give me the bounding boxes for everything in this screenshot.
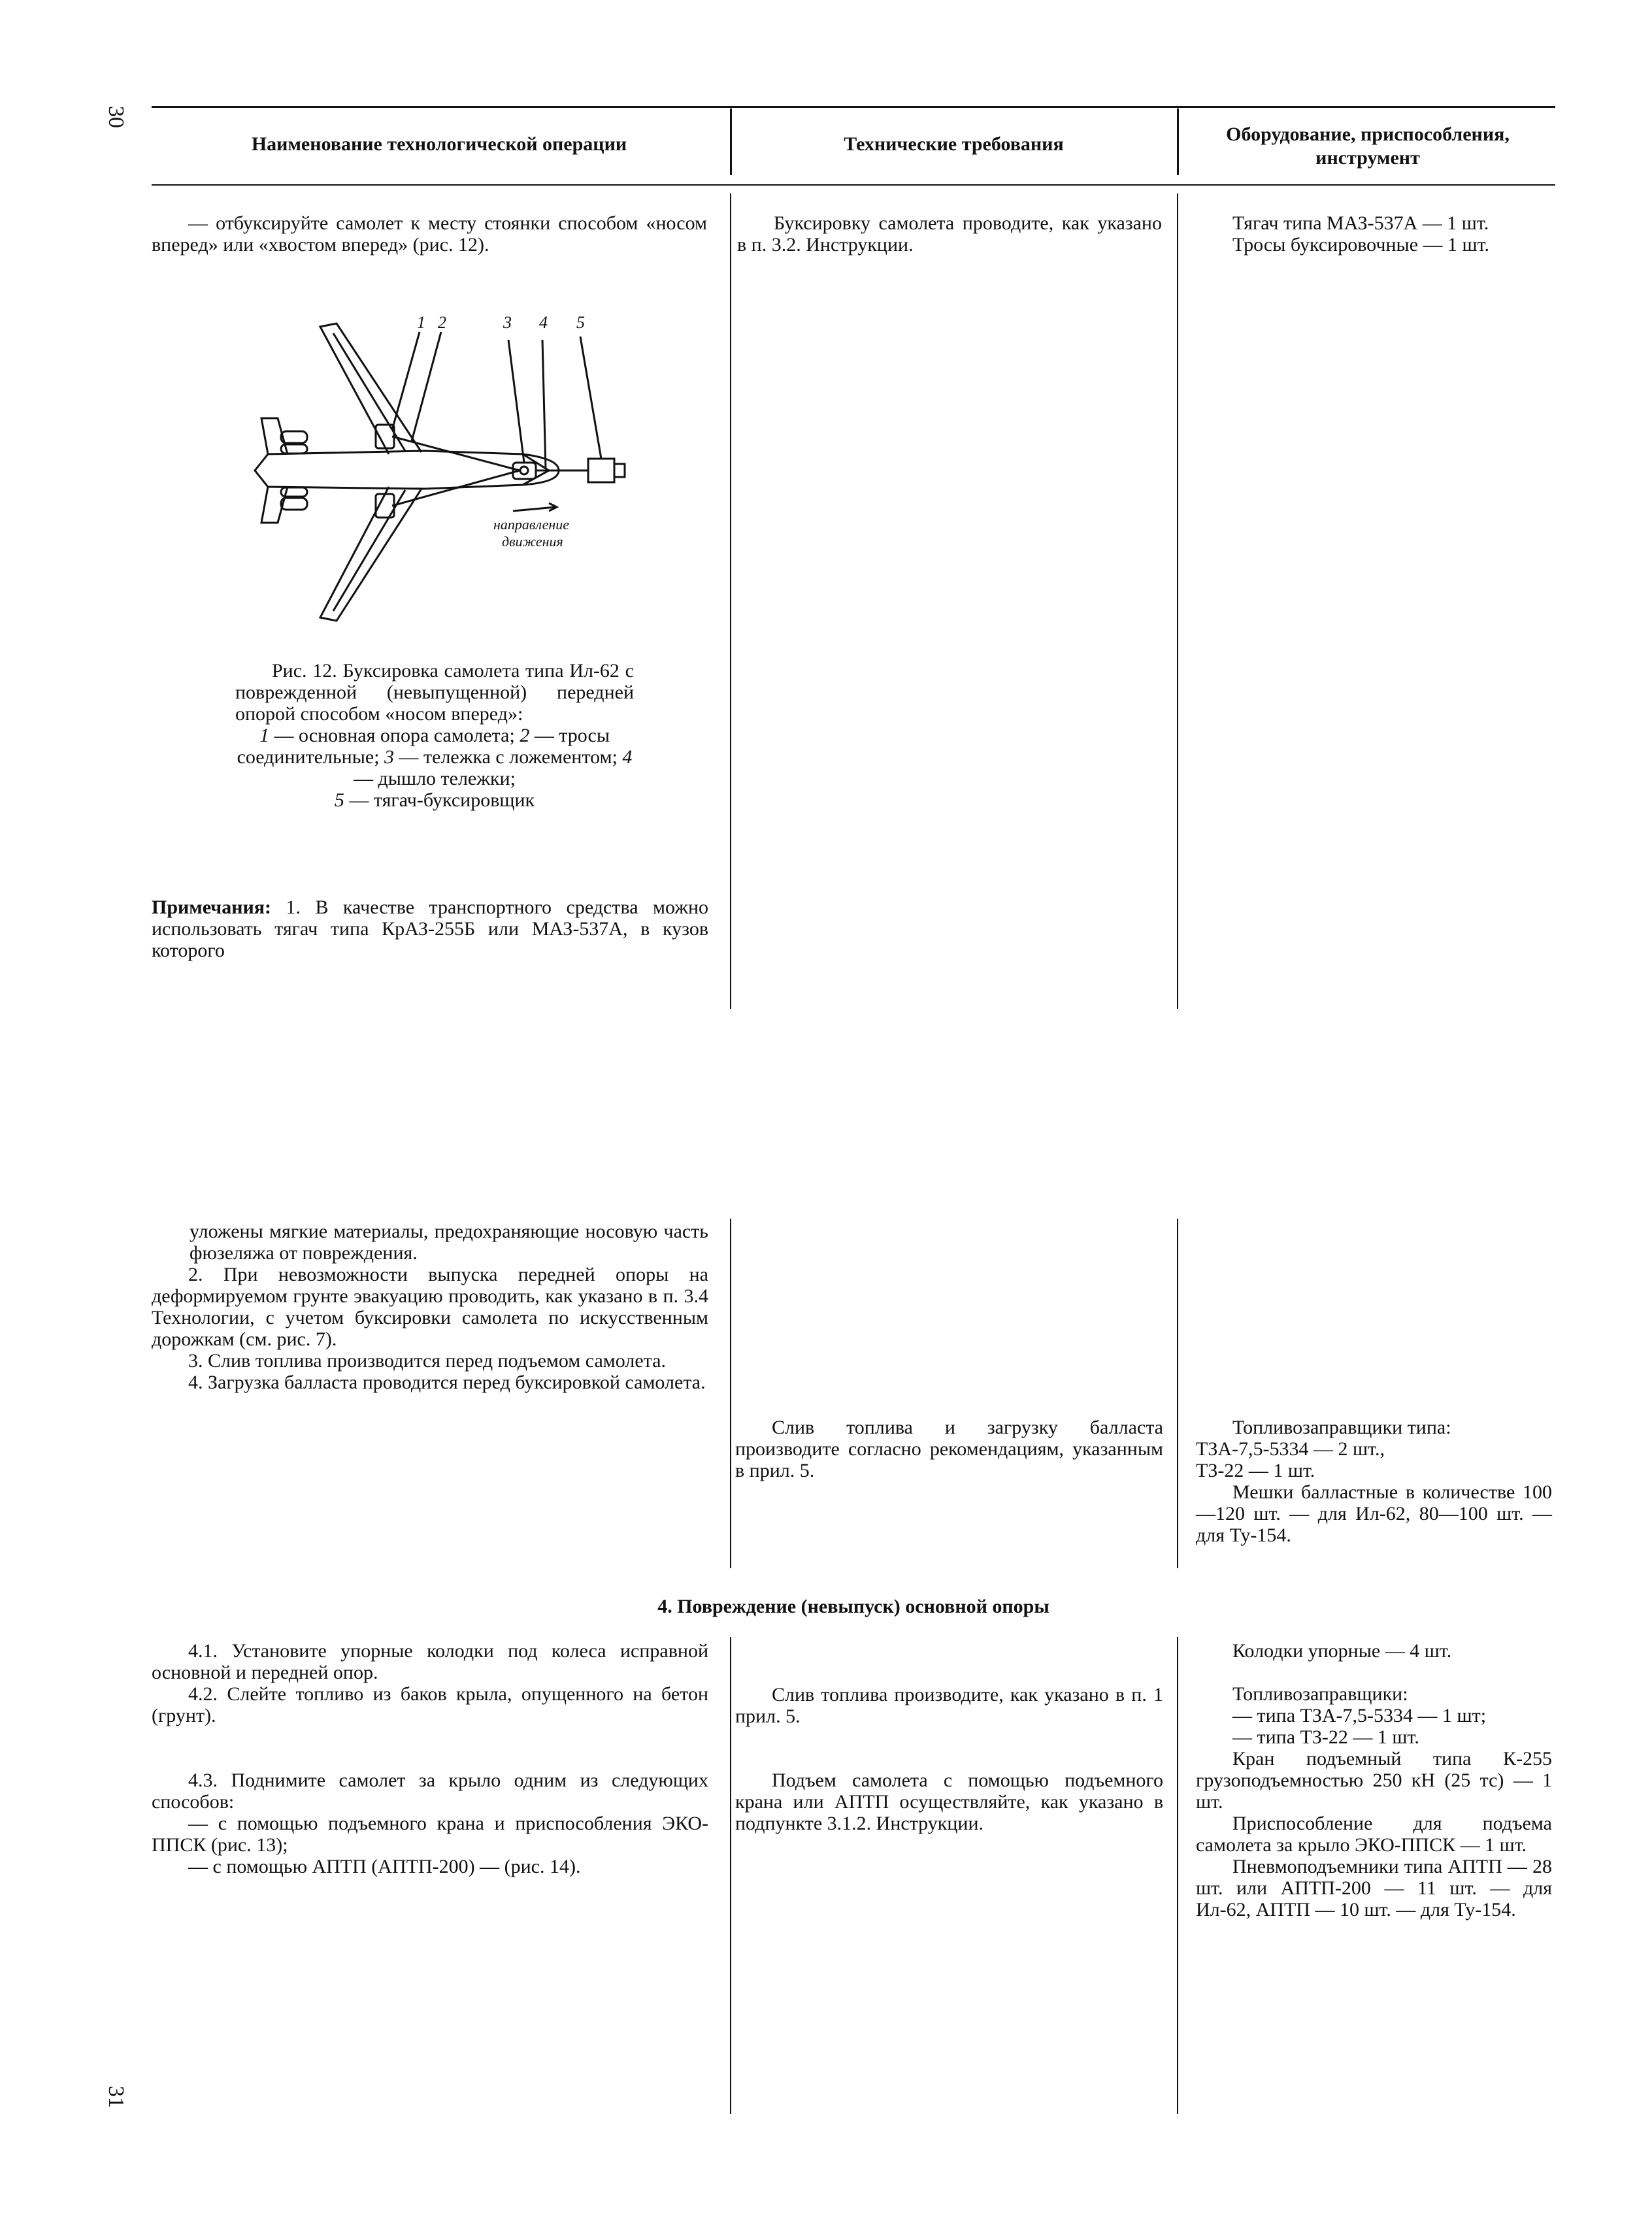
fuselage-shape (255, 451, 549, 489)
legend-1-text: — основная опора самолета; (274, 725, 515, 746)
block2-equip-line3: ТЗ-22 — 1 шт. (1196, 1460, 1315, 1481)
equip-fuel-truck-tz: — типа ТЗ-22 — 1 шт. (1232, 1726, 1419, 1748)
equip-pneumatic-lifts: Пневмоподъемники типа АПТП — 28 шт. или АПТП-200 — 11 шт. — для Ил-62, АПТП — 10 шт. — для Ту-154. (1196, 1856, 1552, 1920)
notes-part2: уложены мягкие материалы, предохраняющие носовую часть фюзеляжа от повреждения. (190, 1221, 708, 1264)
legend-5-num: 5 (334, 789, 344, 811)
notes-text-1: 1. В качестве транспортного средства можно использовать тягач типа КрАЗ-255Б или МАЗ-537А, в кузов которого (152, 897, 709, 961)
header-col2: Технические требования (844, 133, 1064, 155)
col-divider-2-upper (1177, 193, 1178, 1009)
section-4-title: 4. Повреждение (невыпуск) основной опоры (657, 1596, 1049, 1617)
block2-requirement: Слив топлива и загрузку балласта производите согласно рекомендациям, указанным в прил. 5. (735, 1417, 1163, 1481)
header-divider-1 (730, 108, 732, 175)
equip-lift-device: Приспособление для подъема самолета за крыло ЭКО-ППСК — 1 шт. (1196, 1813, 1552, 1856)
op-4-1: 4.1. Установите упорные колодки под колеса исправной основной и передней опор. (152, 1640, 708, 1683)
header-col3 (1180, 123, 1555, 170)
op-4-3b: — с помощью АПТП (АПТП-200) — (рис. 14). (188, 1856, 581, 1877)
equip-crane: Кран подъемный типа К-255 грузоподъемностью 250 кН (25 тс) — 1 шт. (1196, 1748, 1552, 1813)
legend-3-text: — тележка с ложементом; (399, 746, 618, 768)
section4-equipment (1196, 1640, 1552, 1920)
op-4-3a: — с помощью подъемного крана и приспособления ЭКО-ППСК (рис. 13); (152, 1813, 708, 1856)
header-top-rule (152, 106, 1555, 108)
notes-continued (152, 1221, 708, 1393)
page-number-top: 30 (104, 106, 128, 128)
legend-2-text: — тросы соединительные; (237, 725, 610, 768)
fig-direction-label-1: направление (493, 516, 570, 533)
section4-operations (152, 1640, 708, 1877)
fig-label-1: 1 (417, 314, 425, 332)
col-divider-2-middle (1177, 1219, 1178, 1568)
header-bottom-rule (152, 184, 1555, 186)
legend-4-num: 4 (622, 746, 633, 768)
equip-fuel-truck-tza: — типа ТЗА-7,5-5334 — 1 шт; (1232, 1705, 1487, 1726)
equip-chocks: Колодки упорные — 4 шт. (1232, 1640, 1452, 1662)
notes-item4: 4. Загрузка балласта проводится перед буксировкой самолета. (188, 1372, 706, 1393)
figure-caption-text: Рис. 12. Буксировка самолета типа Ил-62 с поврежденной (невыпущенной) передней опорой способом «носом вперед»: (235, 660, 634, 725)
legend-3-num: 3 (384, 746, 395, 768)
figure-12-drawing (242, 314, 634, 640)
fig-label-5: 5 (576, 314, 585, 332)
figure-legend (235, 725, 634, 811)
page-number-bottom: 31 (104, 2086, 128, 2108)
block1-requirement: Буксировку самолета проводите, как указано в п. 3.2. Инструкции. (737, 212, 1162, 255)
col-divider-1-middle (730, 1219, 731, 1568)
figure-12-caption (235, 660, 634, 811)
notes-title: Примечания: (152, 897, 272, 918)
header-divider-2 (1177, 108, 1179, 175)
upper-wing-shape (320, 323, 421, 454)
fig-direction-label-2: движения (502, 533, 563, 550)
notes-item3: 3. Слив топлива производится перед подъемом самолета. (188, 1350, 666, 1372)
col-divider-1-upper (730, 193, 731, 1009)
section4-req-4-2: Слив топлива производите, как указано в п. 1 прил. 5. (735, 1684, 1163, 1727)
fig-label-4: 4 (539, 314, 548, 332)
fig-label-3: 3 (503, 314, 512, 332)
legend-1-num: 1 (259, 725, 269, 746)
notes-part1 (152, 897, 708, 961)
block2-equip-line2: ТЗА-7,5-5334 — 2 шт., (1196, 1438, 1385, 1460)
fig-label-2: 2 (438, 314, 446, 332)
header-col1: Наименование технологической операции (251, 133, 627, 155)
equip-towing-tractor: Тягач типа МАЗ-537А — 1 шт. (1232, 212, 1489, 234)
block2-equip-line4: Мешки балластные в количестве 100—120 шт. — для Ил-62, 80—100 шт. — для Ту-154. (1196, 1481, 1552, 1546)
op-4-2: 4.2. Слейте топливо из баков крыла, опущенного на бетон (грунт). (152, 1683, 708, 1726)
header-col3-line1: Оборудование, приспособления, (1226, 124, 1510, 145)
equip-fuel-trucks: Топливозаправщики: (1232, 1683, 1408, 1705)
header-col3-line2: инструмент (1315, 147, 1420, 169)
op-4-3: 4.3. Поднимите самолет за крыло одним из следующих способов: (152, 1770, 708, 1813)
lower-wing-shape (320, 487, 421, 621)
tractor-shape (588, 459, 614, 482)
block1-equipment (1196, 212, 1552, 255)
col-divider-2-lower (1177, 1637, 1178, 2114)
notes-item2: 2. При невозможности выпуска передней опоры на деформируемом грунте эвакуацию проводить, как указано в п. 3.4 Технологии, с учетом буксировки самолета по искусственным дорожкам (см. рис. 7). (152, 1264, 708, 1350)
equip-towing-cables: Тросы буксировочные — 1 шт. (1232, 234, 1489, 255)
block2-equip-line1: Топливозаправщики типа: (1232, 1417, 1451, 1438)
col-divider-1-lower (730, 1637, 731, 2114)
legend-4-text: — дышло тележки; (354, 768, 516, 789)
block1-op-text: — отбуксируйте самолет к месту стоянки способом «носом вперед» или «хвостом вперед» (рис. 12). (152, 212, 707, 255)
block2-equipment (1196, 1417, 1552, 1546)
legend-2-num: 2 (520, 725, 530, 746)
legend-5-text: — тягач-буксировщик (349, 789, 535, 811)
section4-req-4-3: Подъем самолета с помощью подъемного крана или АПТП осуществляйте, как указано в подпункте 3.1.2. Инструкции. (735, 1770, 1163, 1834)
